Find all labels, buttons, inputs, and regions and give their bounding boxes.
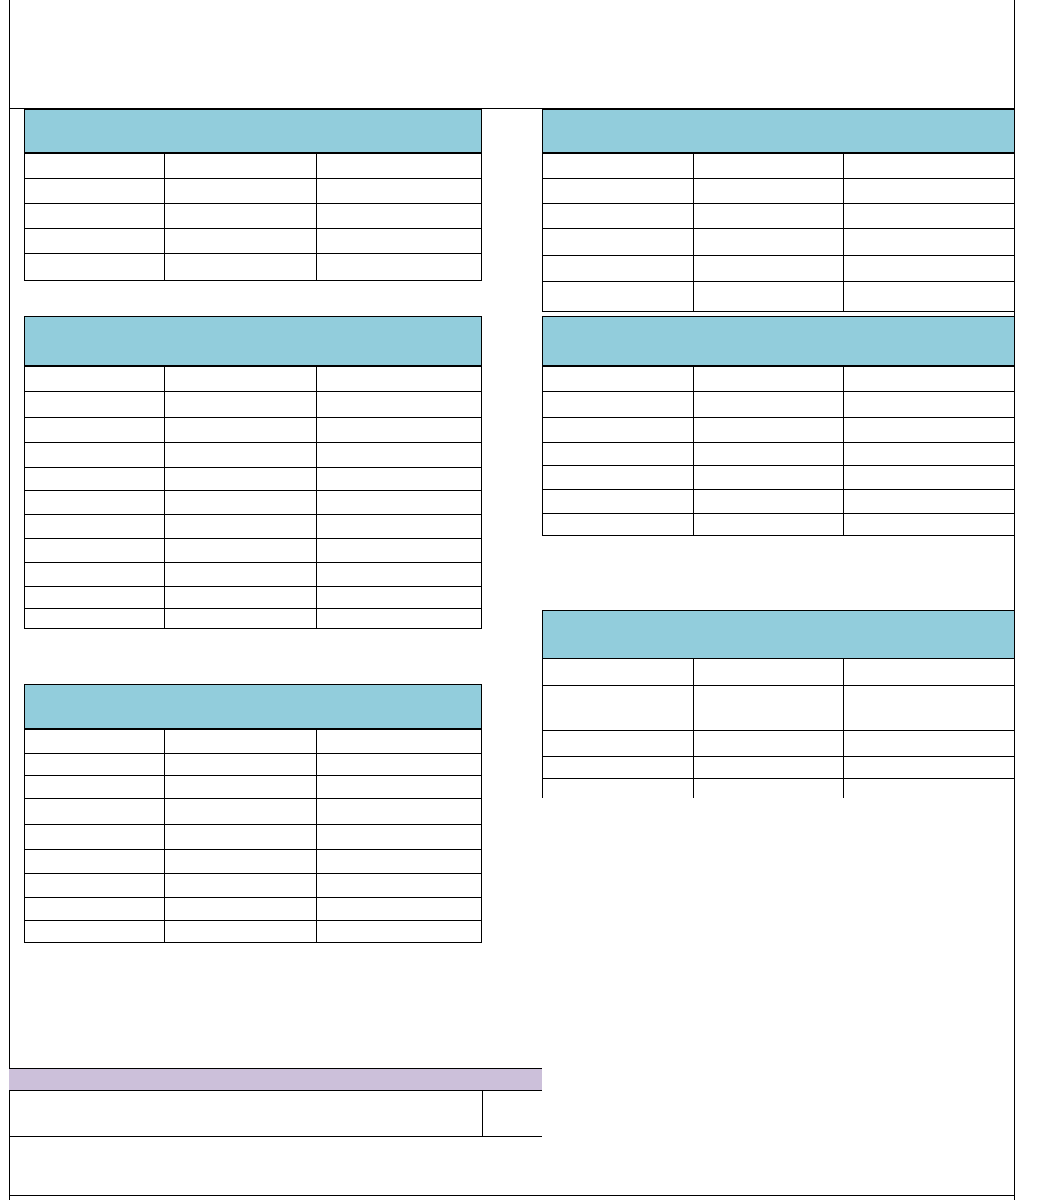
return-note-divider — [482, 1090, 483, 1136]
stop-name — [24, 203, 164, 228]
departure-time-morning — [164, 873, 316, 897]
departure-time-afternoon — [316, 203, 482, 228]
stop-name — [542, 255, 693, 281]
timetable-row — [24, 824, 482, 849]
departure-time-afternoon — [316, 920, 482, 942]
departure-time-afternoon — [316, 824, 482, 849]
departure-time-morning — [693, 513, 843, 535]
stop-name — [542, 756, 693, 778]
frame-left — [9, 0, 10, 1200]
departure-time-morning — [164, 753, 316, 775]
timetable-row — [542, 203, 1015, 228]
timetable-row — [24, 920, 482, 942]
stop-name — [24, 920, 164, 942]
timetable-row — [24, 798, 482, 824]
stop-name — [24, 417, 164, 442]
departure-time-afternoon — [316, 153, 482, 178]
timetable-row — [24, 366, 482, 391]
stop-name — [542, 659, 693, 685]
row-line — [542, 311, 1015, 312]
uwaga-banner — [9, 1069, 542, 1090]
route-header — [542, 610, 1015, 659]
route-header — [24, 684, 482, 729]
departure-time-afternoon — [316, 253, 482, 280]
departure-time-afternoon — [843, 281, 1015, 311]
departure-time-morning — [164, 824, 316, 849]
departure-time-afternoon — [843, 685, 1015, 730]
departure-time-afternoon — [843, 659, 1015, 685]
stop-name — [24, 366, 164, 391]
timetable-row — [542, 366, 1015, 391]
departure-time-morning — [164, 228, 316, 253]
stop-name — [24, 178, 164, 203]
row-line — [24, 628, 482, 629]
departure-time-morning — [693, 366, 843, 391]
stop-name — [24, 897, 164, 920]
departure-time-afternoon — [316, 897, 482, 920]
stop-name — [542, 685, 693, 730]
departure-time-morning — [693, 685, 843, 730]
row-line — [542, 366, 1015, 367]
timetable-row — [542, 513, 1015, 535]
timetable-row — [24, 203, 482, 228]
timetable-row — [24, 442, 482, 467]
uwaga-top-line — [9, 1068, 542, 1069]
departure-time-afternoon — [316, 442, 482, 467]
timetable-row — [542, 730, 1015, 756]
stop-name — [24, 562, 164, 586]
timetable-row — [24, 514, 482, 538]
timetable-row — [24, 538, 482, 562]
departure-time-afternoon — [316, 775, 482, 798]
departure-time-morning — [164, 897, 316, 920]
timetable-row — [24, 253, 482, 280]
stop-name — [542, 203, 693, 228]
departure-time-morning — [164, 798, 316, 824]
timetable-row — [24, 228, 482, 253]
departure-time-afternoon — [316, 366, 482, 391]
stop-name — [24, 538, 164, 562]
uwaga-bottom-line — [9, 1090, 542, 1091]
stop-name — [542, 178, 693, 203]
departure-time-morning — [164, 562, 316, 586]
departure-time-afternoon — [316, 562, 482, 586]
departure-time-afternoon — [316, 873, 482, 897]
departure-time-afternoon — [316, 391, 482, 417]
departure-time-morning — [164, 153, 316, 178]
stop-name — [542, 391, 693, 417]
timetable-row — [24, 490, 482, 514]
stop-name — [542, 417, 693, 442]
stop-name — [24, 514, 164, 538]
timetable-row — [24, 562, 482, 586]
stop-name — [542, 489, 693, 513]
timetable-row — [24, 417, 482, 442]
row-line — [542, 535, 1015, 536]
row-line — [542, 153, 1015, 154]
timetable-row — [24, 608, 482, 628]
departure-time-afternoon — [843, 442, 1015, 465]
timetable-row — [542, 442, 1015, 465]
stop-name — [542, 730, 693, 756]
departure-time-morning — [164, 920, 316, 942]
timetable-row — [542, 417, 1015, 442]
stop-name — [24, 490, 164, 514]
departure-time-afternoon — [843, 366, 1015, 391]
departure-time-morning — [164, 442, 316, 467]
timetable-row — [542, 153, 1015, 178]
timetable-row — [24, 153, 482, 178]
departure-time-afternoon — [843, 255, 1015, 281]
departure-time-afternoon — [843, 513, 1015, 535]
departure-time-morning — [164, 586, 316, 608]
departure-time-morning — [164, 538, 316, 562]
departure-time-afternoon — [316, 729, 482, 753]
departure-time-afternoon — [316, 798, 482, 824]
departure-time-afternoon — [316, 490, 482, 514]
departure-time-afternoon — [316, 753, 482, 775]
timetable-row — [24, 391, 482, 417]
departure-time-afternoon — [843, 391, 1015, 417]
row-line — [24, 280, 482, 281]
departure-time-afternoon — [316, 228, 482, 253]
route-header — [542, 316, 1015, 366]
route-header — [542, 109, 1015, 153]
route-header — [24, 109, 482, 153]
timetable-row — [24, 873, 482, 897]
row-line — [542, 778, 1015, 779]
stop-name — [542, 153, 693, 178]
stop-name — [542, 513, 693, 535]
departure-time-morning — [164, 253, 316, 280]
stop-name — [542, 442, 693, 465]
timetable-row — [542, 228, 1015, 255]
stop-name — [24, 729, 164, 753]
departure-time-morning — [164, 729, 316, 753]
stop-name — [24, 586, 164, 608]
departure-time-morning — [164, 490, 316, 514]
departure-time-morning — [693, 228, 843, 255]
departure-time-afternoon — [316, 849, 482, 873]
departure-time-morning — [164, 391, 316, 417]
departure-time-morning — [164, 849, 316, 873]
departure-time-morning — [164, 608, 316, 628]
departure-time-morning — [164, 514, 316, 538]
departure-time-morning — [164, 417, 316, 442]
timetable-row — [542, 178, 1015, 203]
timetable-row — [24, 729, 482, 753]
route-header — [24, 316, 482, 366]
timetable-row — [542, 391, 1015, 417]
departure-time-afternoon — [316, 467, 482, 490]
departure-time-afternoon — [843, 228, 1015, 255]
departure-time-morning — [693, 281, 843, 311]
departure-time-afternoon — [843, 756, 1015, 778]
departure-time-afternoon — [316, 538, 482, 562]
departure-time-morning — [693, 417, 843, 442]
stop-name — [24, 391, 164, 417]
row-line — [24, 942, 482, 943]
departure-time-afternoon — [316, 178, 482, 203]
stop-name — [542, 465, 693, 489]
timetable-row — [24, 849, 482, 873]
departure-time-afternoon — [843, 730, 1015, 756]
departure-time-morning — [693, 391, 843, 417]
departure-time-morning — [693, 178, 843, 203]
row-line — [24, 153, 482, 154]
stop-name — [542, 366, 693, 391]
timetable-row — [542, 659, 1015, 685]
stop-name — [542, 281, 693, 311]
return-note-bottom — [9, 1136, 542, 1137]
timetable-row — [24, 586, 482, 608]
departure-time-afternoon — [316, 586, 482, 608]
stop-name — [24, 153, 164, 178]
stop-name — [24, 753, 164, 775]
departure-time-afternoon — [843, 203, 1015, 228]
timetable-row — [24, 178, 482, 203]
stop-name — [24, 775, 164, 798]
departure-time-morning — [693, 465, 843, 489]
stop-name — [24, 442, 164, 467]
departure-time-morning — [164, 467, 316, 490]
departure-time-afternoon — [843, 417, 1015, 442]
departure-time-morning — [693, 255, 843, 281]
departure-time-afternoon — [316, 417, 482, 442]
timetable-row — [542, 465, 1015, 489]
departure-time-afternoon — [843, 465, 1015, 489]
stop-name — [24, 253, 164, 280]
timetable-row — [542, 281, 1015, 311]
timetable-row — [24, 775, 482, 798]
row-line — [24, 366, 482, 367]
timetable-row — [24, 753, 482, 775]
timetable-row — [24, 467, 482, 490]
departure-time-morning — [164, 366, 316, 391]
departure-time-morning — [164, 178, 316, 203]
departure-time-morning — [693, 489, 843, 513]
stop-name — [24, 228, 164, 253]
stop-name — [24, 873, 164, 897]
stop-name — [24, 824, 164, 849]
timetable-row — [542, 685, 1015, 730]
departure-time-morning — [693, 203, 843, 228]
timetable-row — [542, 255, 1015, 281]
departure-time-afternoon — [843, 153, 1015, 178]
row-line — [24, 729, 482, 730]
departure-time-morning — [693, 153, 843, 178]
timetable-row — [542, 489, 1015, 513]
stop-name — [24, 608, 164, 628]
departure-time-morning — [693, 659, 843, 685]
departure-time-afternoon — [843, 178, 1015, 203]
stop-name — [24, 467, 164, 490]
timetable-row — [542, 756, 1015, 778]
stop-name — [24, 849, 164, 873]
stop-name — [24, 798, 164, 824]
departure-time-morning — [693, 756, 843, 778]
timetable-row — [24, 897, 482, 920]
departure-time-afternoon — [316, 514, 482, 538]
departure-time-afternoon — [843, 489, 1015, 513]
departure-time-morning — [693, 442, 843, 465]
departure-time-morning — [693, 730, 843, 756]
stop-name — [542, 228, 693, 255]
departure-time-morning — [164, 775, 316, 798]
frame-bottom — [9, 1195, 1015, 1196]
departure-time-morning — [164, 203, 316, 228]
departure-time-afternoon — [316, 608, 482, 628]
